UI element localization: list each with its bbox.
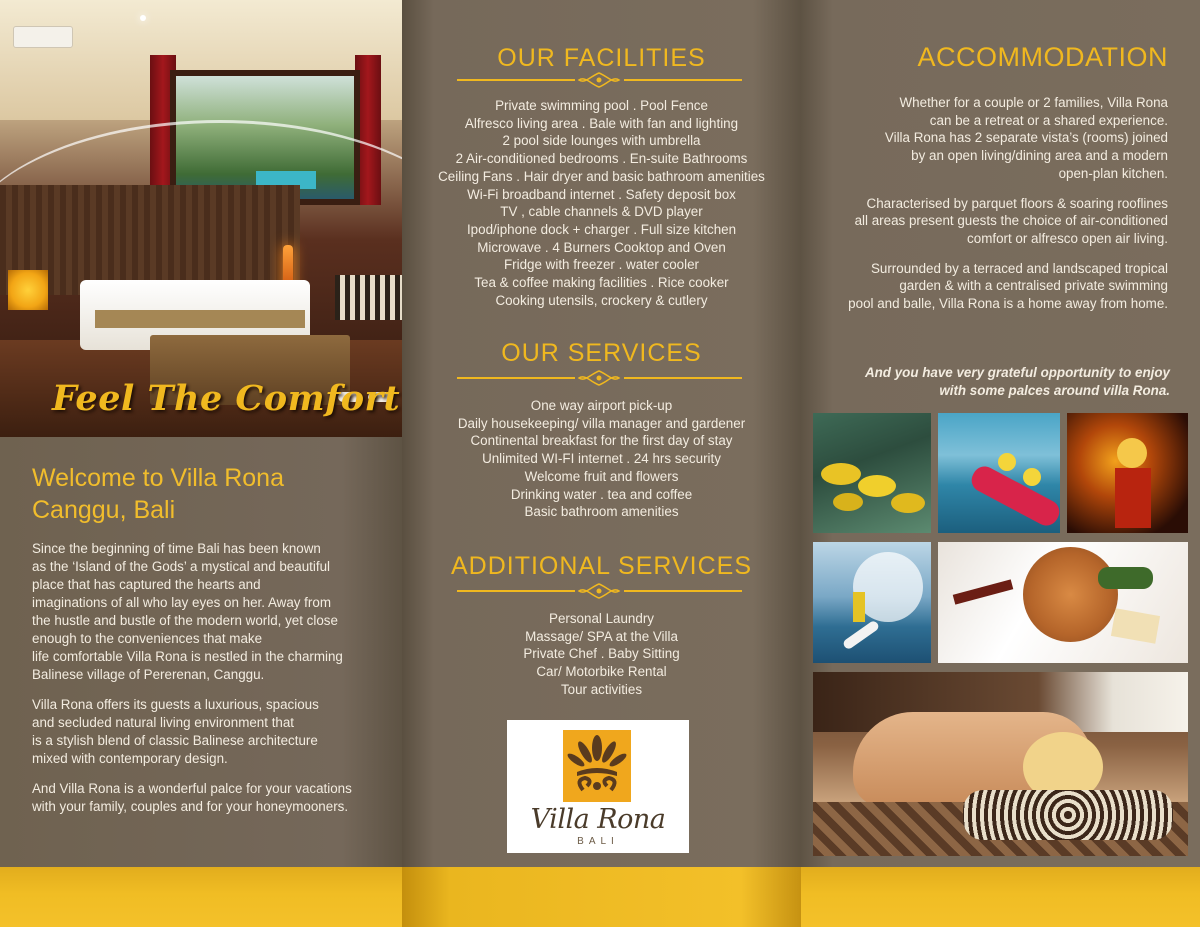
facility-item: Tea & coffee making facilities . Rice cooker bbox=[474, 275, 729, 291]
services-list bbox=[402, 397, 801, 521]
left-panel bbox=[0, 0, 402, 927]
facility-item: Ceiling Fans . Hair dryer and basic bathroom amenities bbox=[438, 168, 765, 184]
hero-bedroom-photo bbox=[0, 0, 402, 437]
paragraph bbox=[808, 195, 1168, 248]
villa-rona-logo bbox=[507, 720, 689, 853]
paragraph-line: place that has captured the hearts and bbox=[32, 577, 261, 592]
welcome-title-line1: Welcome to Villa Rona bbox=[32, 464, 284, 492]
additional-service-item: Massage/ SPA at the Villa bbox=[525, 628, 678, 644]
paragraph-line: comfort or alfresco open air living. bbox=[967, 230, 1168, 246]
banana-boat-photo bbox=[938, 413, 1060, 533]
surfing-photo bbox=[813, 542, 931, 663]
facility-item: 2 Air-conditioned bedrooms . En-suite Bathrooms bbox=[455, 151, 748, 167]
paragraph-line: can be a retreat or a shared experience. bbox=[929, 112, 1168, 128]
paragraph-line: life comfortable Villa Rona is nestled in the charming bbox=[32, 649, 343, 664]
additional-service-item: Tour activities bbox=[560, 681, 643, 697]
paragraph-line: Characterised by parquet floors & soaring rooflines bbox=[866, 195, 1168, 211]
facilities-list bbox=[402, 97, 801, 309]
bedside-lamp-graphic bbox=[8, 270, 48, 310]
paragraph bbox=[808, 94, 1168, 183]
paragraph-line: imaginations of all who lay eyes on her. Away from bbox=[32, 595, 331, 610]
right-panel bbox=[801, 0, 1200, 927]
facility-item: Fridge with freezer . water cooler bbox=[504, 257, 699, 273]
facility-item: Ipod/iphone dock + charger . Full size kitchen bbox=[466, 221, 737, 237]
facility-item: 2 pool side lounges with umbrella bbox=[502, 133, 701, 149]
additional-services-list bbox=[402, 610, 801, 699]
gold-footer-band bbox=[801, 867, 1200, 927]
welcome-title-line2: Canggu, Bali bbox=[32, 496, 176, 524]
flower-logo-icon bbox=[563, 730, 631, 802]
paragraph-line: the hustle and bustle of the modern world, yet close bbox=[32, 613, 338, 628]
paragraph-line: by an open living/dining area and a modern bbox=[911, 148, 1168, 164]
facility-item: Cooking utensils, crockery & cutlery bbox=[495, 292, 708, 308]
promo-text bbox=[801, 364, 1170, 399]
middle-panel bbox=[402, 0, 801, 927]
paragraph-line: and secluded natural living environment that bbox=[32, 715, 295, 730]
logo-subtitle: BALI bbox=[577, 836, 619, 847]
service-item: Welcome fruit and flowers bbox=[524, 468, 679, 484]
ornament-divider-icon bbox=[457, 583, 742, 599]
welcome-title bbox=[32, 462, 284, 526]
paragraph-line: pool and balle, Villa Rona is a home away from home. bbox=[848, 296, 1168, 312]
paragraph-line: And Villa Rona is a wonderful palce for your vacations bbox=[32, 781, 352, 796]
service-item: One way airport pick-up bbox=[530, 398, 673, 413]
paragraph-line: Balinese village of Pererenan, Canggu. bbox=[32, 667, 265, 682]
promo-line: And you have very grateful opportunity to enjoy bbox=[864, 365, 1170, 380]
facilities-title: OUR FACILITIES bbox=[497, 44, 706, 72]
promo-line: with some palces around villa Rona. bbox=[939, 382, 1170, 398]
paragraph-line: Villa Rona offers its guests a luxurious, spacious bbox=[32, 697, 319, 712]
paragraph-line: open-plan kitchen. bbox=[1058, 165, 1168, 181]
ornament-divider-icon bbox=[457, 370, 742, 386]
paragraph-line: all areas present guests the choice of air-conditioned bbox=[854, 213, 1168, 229]
paragraph bbox=[808, 260, 1168, 313]
spa-massage-photo bbox=[813, 672, 1188, 856]
paragraph-line: Villa Rona has 2 separate vista’s (rooms) joined bbox=[884, 130, 1168, 146]
paragraph-line: with your family, couples and for your honeymooners. bbox=[32, 799, 349, 814]
paragraph bbox=[32, 780, 382, 816]
accommodation-body bbox=[808, 94, 1168, 325]
service-item: Basic bathroom amenities bbox=[524, 504, 679, 520]
gold-footer-band bbox=[402, 867, 801, 927]
paragraph-line: as the ‘Island of the Gods’ a mystical and beautiful bbox=[32, 559, 330, 574]
service-item: Unlimited WI-FI internet . 24 hrs security bbox=[482, 451, 721, 467]
river-tubing-photo bbox=[813, 413, 931, 533]
paragraph-line: enough to the conveniences that make bbox=[32, 631, 263, 646]
additional-services-title: ADDITIONAL SERVICES bbox=[450, 552, 753, 580]
paragraph-line: Surrounded by a terraced and landscaped tropical bbox=[870, 260, 1168, 276]
facility-item: Wi-Fi broadband internet . Safety deposit box bbox=[467, 186, 736, 202]
facility-item: TV , cable channels & DVD player bbox=[500, 204, 703, 220]
facility-item: Microwave . 4 Burners Cooktop and Oven bbox=[477, 239, 726, 255]
paragraph-line: Whether for a couple or 2 families, Villa Rona bbox=[899, 95, 1168, 110]
services-title: OUR SERVICES bbox=[501, 339, 702, 367]
balinese-dance-photo bbox=[1067, 413, 1188, 533]
gold-footer-band bbox=[0, 867, 402, 927]
service-item: Daily housekeeping/ villa manager and gardener bbox=[457, 415, 746, 431]
additional-service-item: Personal Laundry bbox=[549, 611, 654, 626]
paragraph-line: mixed with contemporary design. bbox=[32, 751, 228, 766]
paragraph-line: is a stylish blend of classic Balinese architecture bbox=[32, 733, 318, 748]
paragraph bbox=[32, 540, 382, 684]
paragraph-line: Since the beginning of time Bali has been known bbox=[32, 541, 321, 556]
additional-service-item: Car/ Motorbike Rental bbox=[536, 664, 667, 680]
air-conditioner-graphic bbox=[13, 26, 73, 48]
nasi-goreng-food-photo bbox=[938, 542, 1188, 663]
welcome-body bbox=[32, 540, 382, 828]
service-item: Continental breakfast for the first day of stay bbox=[470, 433, 733, 449]
facility-item: Alfresco living area . Bale with fan and lighting bbox=[464, 115, 739, 131]
hero-tagline: Feel The Comfort bbox=[52, 378, 401, 419]
paragraph bbox=[32, 696, 382, 768]
additional-service-item: Private Chef . Baby Sitting bbox=[523, 646, 680, 662]
service-item: Drinking water . tea and coffee bbox=[510, 486, 693, 502]
facility-item: Private swimming pool . Pool Fence bbox=[495, 98, 708, 113]
paragraph-line: garden & with a centralised private swimming bbox=[899, 278, 1168, 294]
accommodation-title: ACCOMMODATION bbox=[917, 42, 1168, 72]
ornament-divider-icon bbox=[457, 72, 742, 88]
logo-name: Villa Rona bbox=[530, 804, 666, 835]
